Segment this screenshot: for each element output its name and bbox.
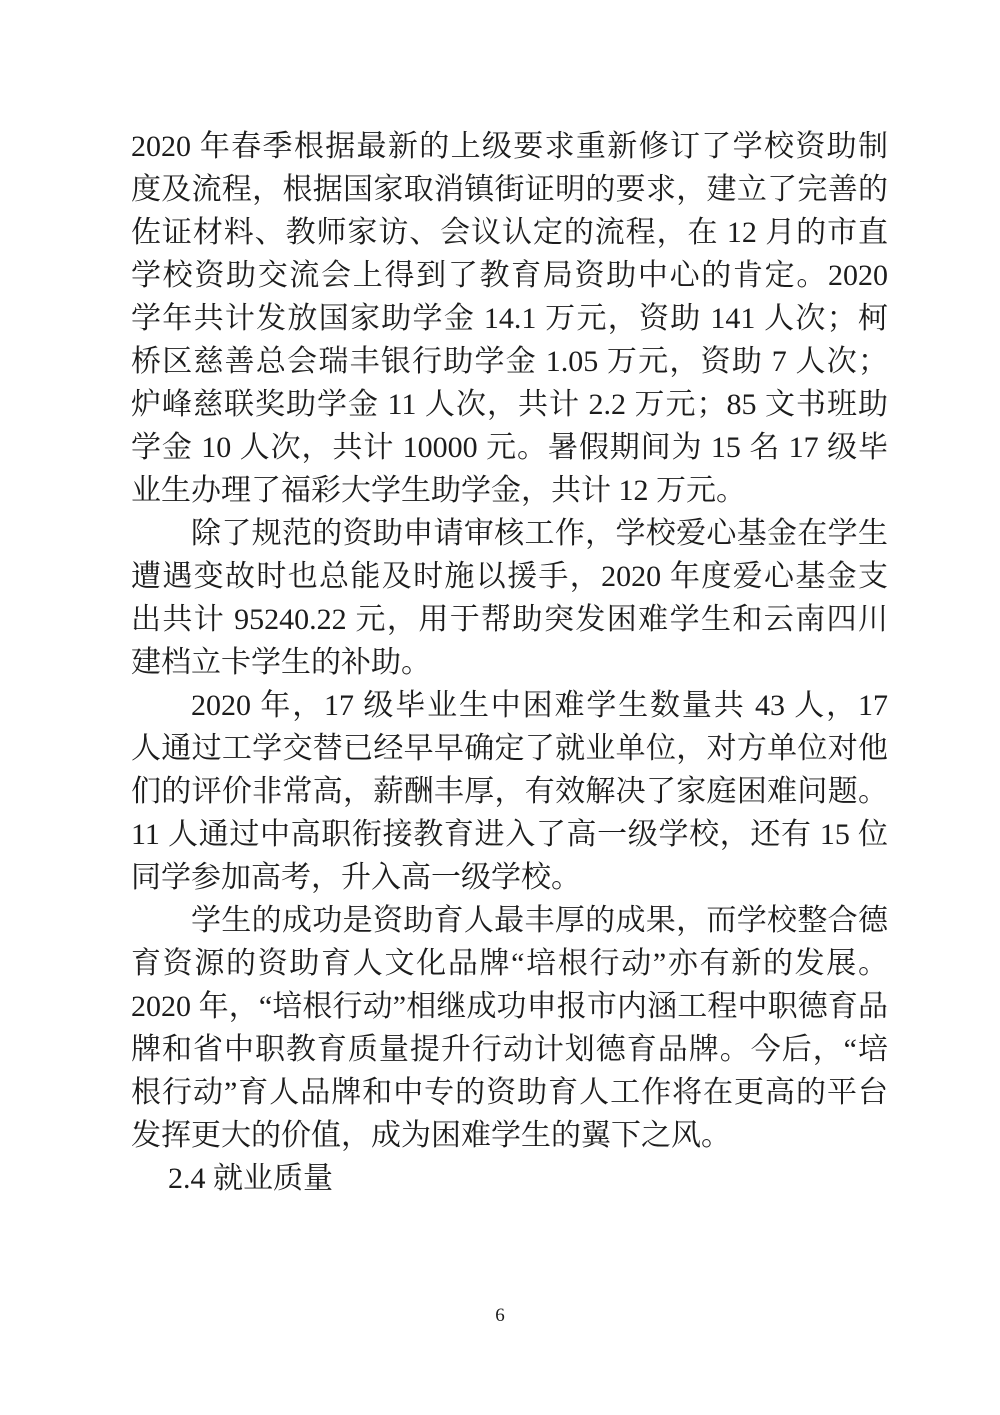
section-heading-employment-quality: 2.4 就业质量 [168, 1162, 333, 1195]
paragraph-funding-overview: 2020 年春季根据最新的上级要求重新修订了学校资助制度及流程，根据国家取消镇街证明的要求，建立了完善的佐证材料、教师家访、会议认定的流程，在 12 月的市直学校资助交流会上得到了教育局资助中心的肯定。2020 学年共计发放国家助学金 14.1 万元，资助 141 人次；柯桥区慈善总会瑞丰银行助学金 1.05 万元，资助 7 人次；炉峰慈联奖助学金 11 人次，共计 2.2 万元；85 文书班助学金 10 人次，共计 10000 元。暑假期间为 15 名 17 级毕业生办理了福彩大学生助学金，共计 12 万元。 [131, 130, 888, 507]
paragraph-graduates-employment: 2020 年，17 级毕业生中困难学生数量共 43 人，17 人通过工学交替已经早早确定了就业单位，对方单位对他们的评价非常高，薪酬丰厚，有效解决了家庭困难问题。11 人通过中高职衔接教育进入了高一级学校，还有 15 位同学参加高考，升入高一级学校。 [131, 689, 888, 894]
document-body [131, 125, 888, 1200]
paragraph-love-fund: 除了规范的资助申请审核工作，学校爱心基金在学生遭遇变故时也总能及时施以援手，2020 年度爱心基金支出共计 95240.22 元，用于帮助突发困难学生和云南四川建档立卡学生的补助。 [131, 517, 888, 679]
page-number: 6 [495, 1305, 505, 1326]
paragraph-peigen-action-brand: 学生的成功是资助育人最丰厚的成果，而学校整合德育资源的资助育人文化品牌“培根行动”亦有新的发展。2020 年，“培根行动”相继成功申报市内涵工程中职德育品牌和省中职教育质量提升行动计划德育品牌。今后，“培根行动”育人品牌和中专的资助育人工作将在更高的平台发挥更大的价值，成为困难学生的翼下之风。 [131, 904, 888, 1152]
